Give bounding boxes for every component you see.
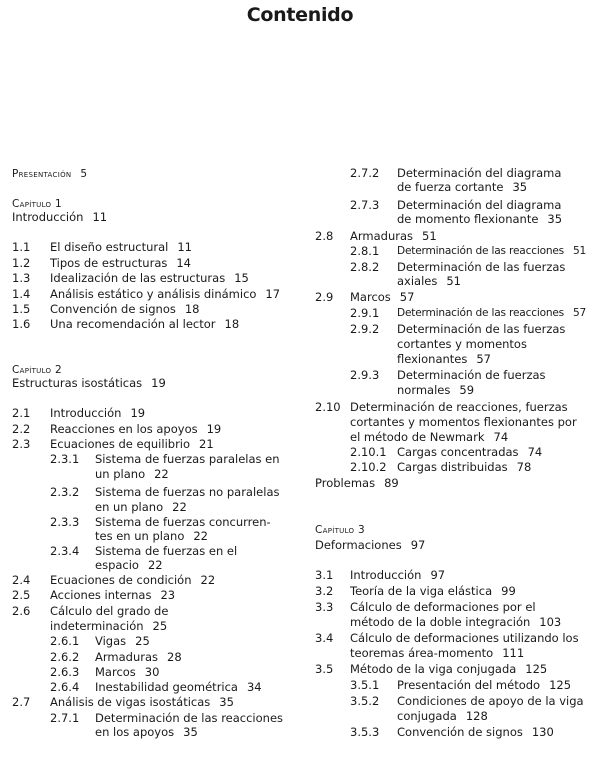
toc-entry-number: 2.7.3 [350,198,380,212]
toc-entry[interactable] [95,634,150,648]
toc-page-number: 35 [183,725,198,739]
toc-entry[interactable] [95,529,208,543]
toc-entry-title: normales [397,383,451,397]
toc-entry[interactable] [350,400,568,414]
toc-entry[interactable] [397,694,584,708]
toc-entry-title: Ecuaciones de condición [50,573,192,587]
toc-entry[interactable] [50,302,200,316]
toc-entry-title: Armaduras [95,650,158,664]
toc-entry-title: Convención de signos [397,725,523,739]
toc-entry-title: Ecuaciones de equilibrio [50,437,191,451]
toc-entry-title: Análisis estático y análisis dinámico [50,287,257,301]
toc-entry-number: 1.5 [12,302,31,316]
toc-entry-number: 2.9 [315,290,334,304]
toc-entry-number: 3.5.1 [350,678,380,692]
toc-page-number: 14 [176,256,191,270]
toc-chapter-heading[interactable] [12,197,62,211]
toc-entry-title: el método de Newmark [350,430,485,444]
toc-entry-title: Introducción [12,210,84,224]
toc-page-number: 18 [184,302,200,316]
toc-entry-number: 2.4 [12,573,31,587]
toc-entry[interactable] [50,406,145,420]
toc-entry-number: 1.1 [12,240,31,254]
toc-entry-number: 3.5 [315,662,334,676]
toc-entry[interactable] [50,256,191,270]
toc-entry[interactable] [397,198,561,212]
toc-entry-number: 1.2 [12,256,31,270]
toc-entry-number: 2.6 [12,604,31,618]
toc-page-number: 128 [465,709,488,723]
toc-page-number: 125 [549,678,572,692]
toc-entry[interactable] [397,709,488,723]
toc-page-number: 57 [573,307,587,319]
toc-entry-title: Método de la viga conjugada [350,662,517,676]
toc-chapter-heading[interactable] [12,167,87,181]
toc-entry-title: Determinación de reacciones, fuerzas [350,400,568,414]
toc-entry-number: 2.8.2 [350,260,380,274]
toc-page-number: 23 [160,588,176,602]
toc-page-number: 30 [144,665,160,679]
toc-entry[interactable] [350,631,579,645]
toc-entry-number: 3.4 [315,631,334,645]
toc-entry-number: 2.9.1 [350,306,380,320]
toc-entry-title: axiales [397,274,438,288]
toc-entry[interactable] [50,287,280,301]
toc-entry-number: 2.3.2 [50,485,80,499]
toc-entry[interactable] [95,452,280,466]
toc-entry-title: Determinación de las reacciones [397,245,565,257]
toc-entry-number: 2.9.3 [350,368,380,382]
toc-entry-title: de momento flexionante [397,212,539,226]
toc-page-number: 74 [527,445,543,459]
toc-entry[interactable] [95,680,262,694]
toc-page-number: 35 [512,180,528,194]
toc-page-number: 17 [265,287,281,301]
toc-entry-title: Idealización de las estructuras [50,271,226,285]
toc-entry-number: 1.3 [12,271,31,285]
toc-entry-title: Introducción [350,568,422,582]
toc-entry[interactable] [350,568,445,582]
toc-chapter-heading[interactable] [12,363,62,377]
toc-entry[interactable] [397,352,491,366]
toc-entry[interactable] [95,711,283,725]
toc-entry-title: teoremas área-momento [350,646,494,660]
toc-entry[interactable] [50,422,221,436]
toc-entry-title: Acciones internas [50,588,152,602]
toc-entry-number: 2.6.3 [50,665,80,679]
toc-entry[interactable] [12,210,107,224]
toc-entry[interactable] [350,646,524,660]
toc-page-number: 22 [200,573,216,587]
toc-page-number: 11 [177,240,192,254]
toc-entry-title: Deformaciones [315,538,402,552]
toc-entry-number: 1.4 [12,287,31,301]
toc-entry-number: 2.1 [12,406,31,420]
toc-page-number: 103 [539,615,562,629]
toc-entry-title: cortantes y momentos [397,337,527,351]
toc-entry-title: Sistema de fuerzas no paralelas [95,485,280,499]
toc-entry[interactable] [315,538,425,552]
toc-entry-title: Problemas [315,476,376,490]
toc-entry-title: Sistema de fuerzas en el [95,544,238,558]
toc-entry[interactable] [50,271,249,285]
toc-entry-title: Determinación de las fuerzas [397,260,566,274]
toc-entry[interactable] [350,415,577,429]
toc-entry-number: 2.7.2 [350,166,380,180]
toc-page-number: 22 [154,467,169,481]
toc-page-number: 130 [531,725,554,739]
toc-entry-title: Una recomendación al lector [50,317,216,331]
toc-entry[interactable] [397,383,474,397]
toc-entry-number: 2.3 [12,437,31,451]
toc-entry-number: 2.5 [12,588,31,602]
toc-entry[interactable] [95,665,159,679]
toc-entry-title: Determinación de las reacciones [397,307,565,319]
toc-entry-title: Presentación [12,168,72,180]
toc-entry-number: 2.7.1 [50,711,80,725]
toc-entry-number: 3.5.3 [350,725,380,739]
toc-page-number: 15 [234,271,249,285]
toc-entry-title: Tipos de estructuras [50,256,168,270]
toc-page-number: 89 [384,476,399,490]
toc-entry-number: 3.3 [315,600,334,614]
toc-entry-title: en los apoyos [95,725,175,739]
toc-entry[interactable] [350,615,561,629]
toc-entry[interactable] [50,240,192,254]
toc-entry[interactable] [397,337,527,351]
toc-entry-title: Convención de signos [50,302,176,316]
toc-entry[interactable] [397,180,527,194]
toc-page-number: 35 [219,695,234,709]
toc-entry-title: de fuerza cortante [397,180,504,194]
toc-entry[interactable] [350,662,547,676]
toc-entry-title: Determinación del diagrama [397,166,562,180]
toc-page-number: 99 [501,584,516,598]
toc-entry-number: 2.10 [315,400,341,414]
toc-entry[interactable] [397,460,531,474]
toc-page-number: 51 [446,274,461,288]
toc-entry-number: 3.1 [315,568,334,582]
toc-entry-number: 2.9.2 [350,322,380,336]
toc-entry[interactable] [95,467,169,481]
toc-entry-number: 3.5.2 [350,694,380,708]
toc-entry-title: conjugada [397,709,457,723]
toc-page-number: 111 [502,646,525,660]
toc-entry-title: Cálculo del grado de [50,604,169,618]
toc-entry-title: flexionantes [397,352,468,366]
toc-entry-title: cortantes y momentos flexionantes por [350,415,577,429]
toc-entry[interactable] [95,500,187,514]
toc-entry[interactable] [397,212,562,226]
toc-entry-number: 3.2 [315,584,334,598]
toc-entry-title: Armaduras [350,229,413,243]
toc-entry-number: 2.3.4 [50,544,80,558]
toc-entry[interactable] [50,317,239,331]
toc-entry-title: Capítulo 3 [315,524,365,536]
toc-entry[interactable] [397,678,571,692]
toc-entry[interactable] [397,445,542,459]
toc-entry-title: Determinación de las reacciones [95,711,284,725]
toc-page-number: 51 [573,245,587,257]
toc-page-number: 19 [151,376,166,390]
toc-entry-title: Vigas [95,634,127,648]
toc-entry-number: 2.2 [12,422,31,436]
toc-page-number: 97 [430,568,446,582]
toc-entry-title: indeterminación [50,619,144,633]
toc-entry[interactable] [95,725,198,739]
toc-entry-number: 2.8.1 [350,244,380,258]
page-title: Contenido [246,4,354,26]
toc-entry-number: 2.3.3 [50,515,80,529]
toc-entry[interactable] [397,368,546,382]
toc-page-number: 11 [92,210,108,224]
toc-entry-title: Determinación de fuerzas [397,368,546,382]
toc-entry[interactable] [95,544,237,558]
toc-page-number: 25 [152,619,168,633]
toc-entry-title: Capítulo 2 [12,364,62,376]
toc-entry-title: Sistema de fuerzas concurren- [95,515,271,529]
toc-entry-title: Cargas distribuidas [397,460,508,474]
toc-page-number: 74 [493,430,509,444]
toc-entry-title: Reacciones en los apoyos [50,422,198,436]
toc-page-number: 21 [199,437,214,451]
toc-entry[interactable] [50,619,167,633]
toc-page-number: 28 [167,650,182,664]
toc-entry[interactable] [350,229,437,243]
toc-entry[interactable] [350,430,508,444]
toc-page-number: 51 [422,229,437,243]
toc-entry[interactable] [397,244,586,258]
toc-entry[interactable] [50,695,234,709]
toc-entry-title: Determinación del diagrama [397,198,562,212]
toc-entry[interactable] [95,650,182,664]
toc-entry[interactable] [315,476,399,490]
toc-entry[interactable] [350,584,516,598]
toc-entry-title: Teoría de la viga elástica [350,584,493,598]
toc-entry-title: método de la doble integración [350,615,531,629]
toc-entry[interactable] [397,260,565,274]
toc-entry[interactable] [397,725,554,739]
toc-entry-number: 2.8 [315,229,334,243]
toc-page-number: 57 [476,352,491,366]
toc-entry-title: Cargas concentradas [397,445,519,459]
toc-entry[interactable] [350,290,414,304]
toc-entry-title: Marcos [95,665,136,679]
toc-entry-number: 2.6.1 [50,634,80,648]
toc-entry-number: 2.6.2 [50,650,80,664]
toc-entry[interactable] [50,604,168,618]
toc-entry-title: Inestabilidad geométrica [95,680,238,694]
toc-entry-title: Sistema de fuerzas paralelas en [95,452,280,466]
toc-entry[interactable] [95,558,163,572]
toc-entry-number: 2.10.2 [350,460,387,474]
toc-page-number: 25 [135,634,150,648]
toc-page-number: 18 [224,317,240,331]
toc-page-number: 19 [206,422,222,436]
toc-chapter-heading[interactable] [315,523,365,537]
toc-entry[interactable] [397,322,565,336]
toc-entry-title: espacio [95,558,139,572]
toc-entry-title: Condiciones de apoyo de la viga [397,694,584,708]
toc-page-number: 125 [525,662,548,676]
toc-entry[interactable] [50,573,215,587]
toc-entry-title: Capítulo 1 [12,198,62,210]
toc-entry-number: 2.6.4 [50,680,80,694]
toc-entry-title: Marcos [350,290,391,304]
toc-entry-title: Cálculo de deformaciones por el [350,600,536,614]
toc-entry[interactable] [50,437,214,451]
toc-entry-title: tes en un plano [95,529,185,543]
toc-entry-number: 2.3.1 [50,452,80,466]
toc-page-number: 22 [172,500,187,514]
toc-page-number: 59 [459,383,475,397]
toc-page-number: 34 [246,680,262,694]
toc-page-number: 5 [80,168,88,180]
toc-entry[interactable] [397,166,561,180]
toc-entry[interactable] [95,515,271,529]
toc-entry-title: Presentación del método [397,678,541,692]
toc-page-number: 22 [147,558,163,572]
toc-entry-title: un plano [95,467,146,481]
toc-entry-title: Determinación de las fuerzas [397,322,566,336]
toc-entry[interactable] [50,588,175,602]
toc-entry[interactable] [397,274,461,288]
toc-entry[interactable] [350,600,536,614]
toc-entry-title: Cálculo de deformaciones utilizando los [350,631,579,645]
toc-entry-title: Análisis de vigas isostáticas [50,695,211,709]
toc-entry-title: El diseño estructural [50,240,169,254]
toc-entry[interactable] [12,376,166,390]
toc-page-number: 22 [193,529,208,543]
toc-entry[interactable] [95,485,279,499]
toc-page-number: 19 [130,406,146,420]
toc-entry-number: 2.7 [12,695,31,709]
toc-page-number: 57 [399,290,415,304]
toc-entry[interactable] [397,306,586,320]
toc-page-number: 78 [516,460,532,474]
toc-entry-title: Introducción [50,406,122,420]
toc-entry-number: 1.6 [12,317,31,331]
toc-entry-title: en un plano [95,500,164,514]
toc-entry-number: 2.10.1 [350,445,387,459]
toc-entry-title: Estructuras isostáticas [12,376,143,390]
toc-page-number: 35 [547,212,563,226]
toc-page-number: 97 [410,538,426,552]
